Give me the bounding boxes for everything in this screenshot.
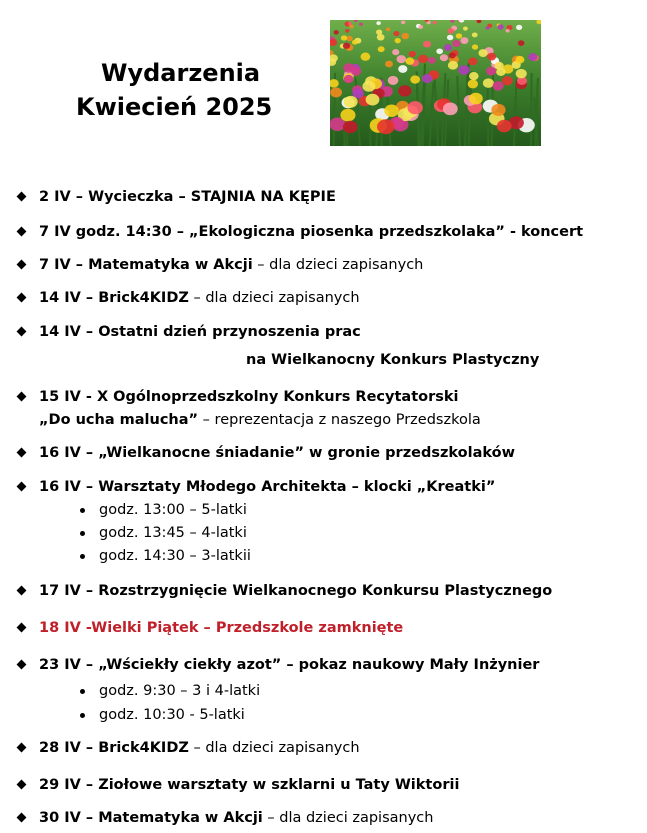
bullet-icon bbox=[17, 780, 27, 790]
spring-flowers-photo bbox=[330, 20, 541, 146]
bullet-icon bbox=[80, 713, 85, 718]
bullet-icon bbox=[17, 813, 27, 823]
bullet-icon bbox=[17, 327, 27, 337]
bullet-icon bbox=[17, 623, 27, 633]
bullet-icon bbox=[17, 227, 27, 237]
bullet-icon bbox=[17, 482, 27, 492]
bullet-icon bbox=[17, 293, 27, 303]
page-title bbox=[0, 56, 330, 124]
bullet-icon bbox=[17, 392, 27, 402]
bullet-icon bbox=[17, 192, 27, 202]
title-line-2: Kwiecień 2025 bbox=[76, 93, 273, 121]
bullet-icon bbox=[17, 448, 27, 458]
list-item-continuation: „Do ucha malucha” – reprezentacja z naszego Przedszkola bbox=[39, 412, 481, 428]
title-line-1: Wydarzenia bbox=[101, 59, 261, 87]
bullet-icon bbox=[17, 586, 27, 596]
bullet-icon bbox=[80, 508, 85, 513]
bullet-icon bbox=[17, 743, 27, 753]
bullet-icon bbox=[80, 689, 85, 694]
list-item-continuation: na Wielkanocny Konkurs Plastyczny bbox=[246, 352, 540, 368]
bullet-icon bbox=[80, 554, 85, 559]
bullet-icon bbox=[17, 660, 27, 670]
bullet-icon bbox=[17, 260, 27, 270]
bullet-icon bbox=[80, 531, 85, 536]
